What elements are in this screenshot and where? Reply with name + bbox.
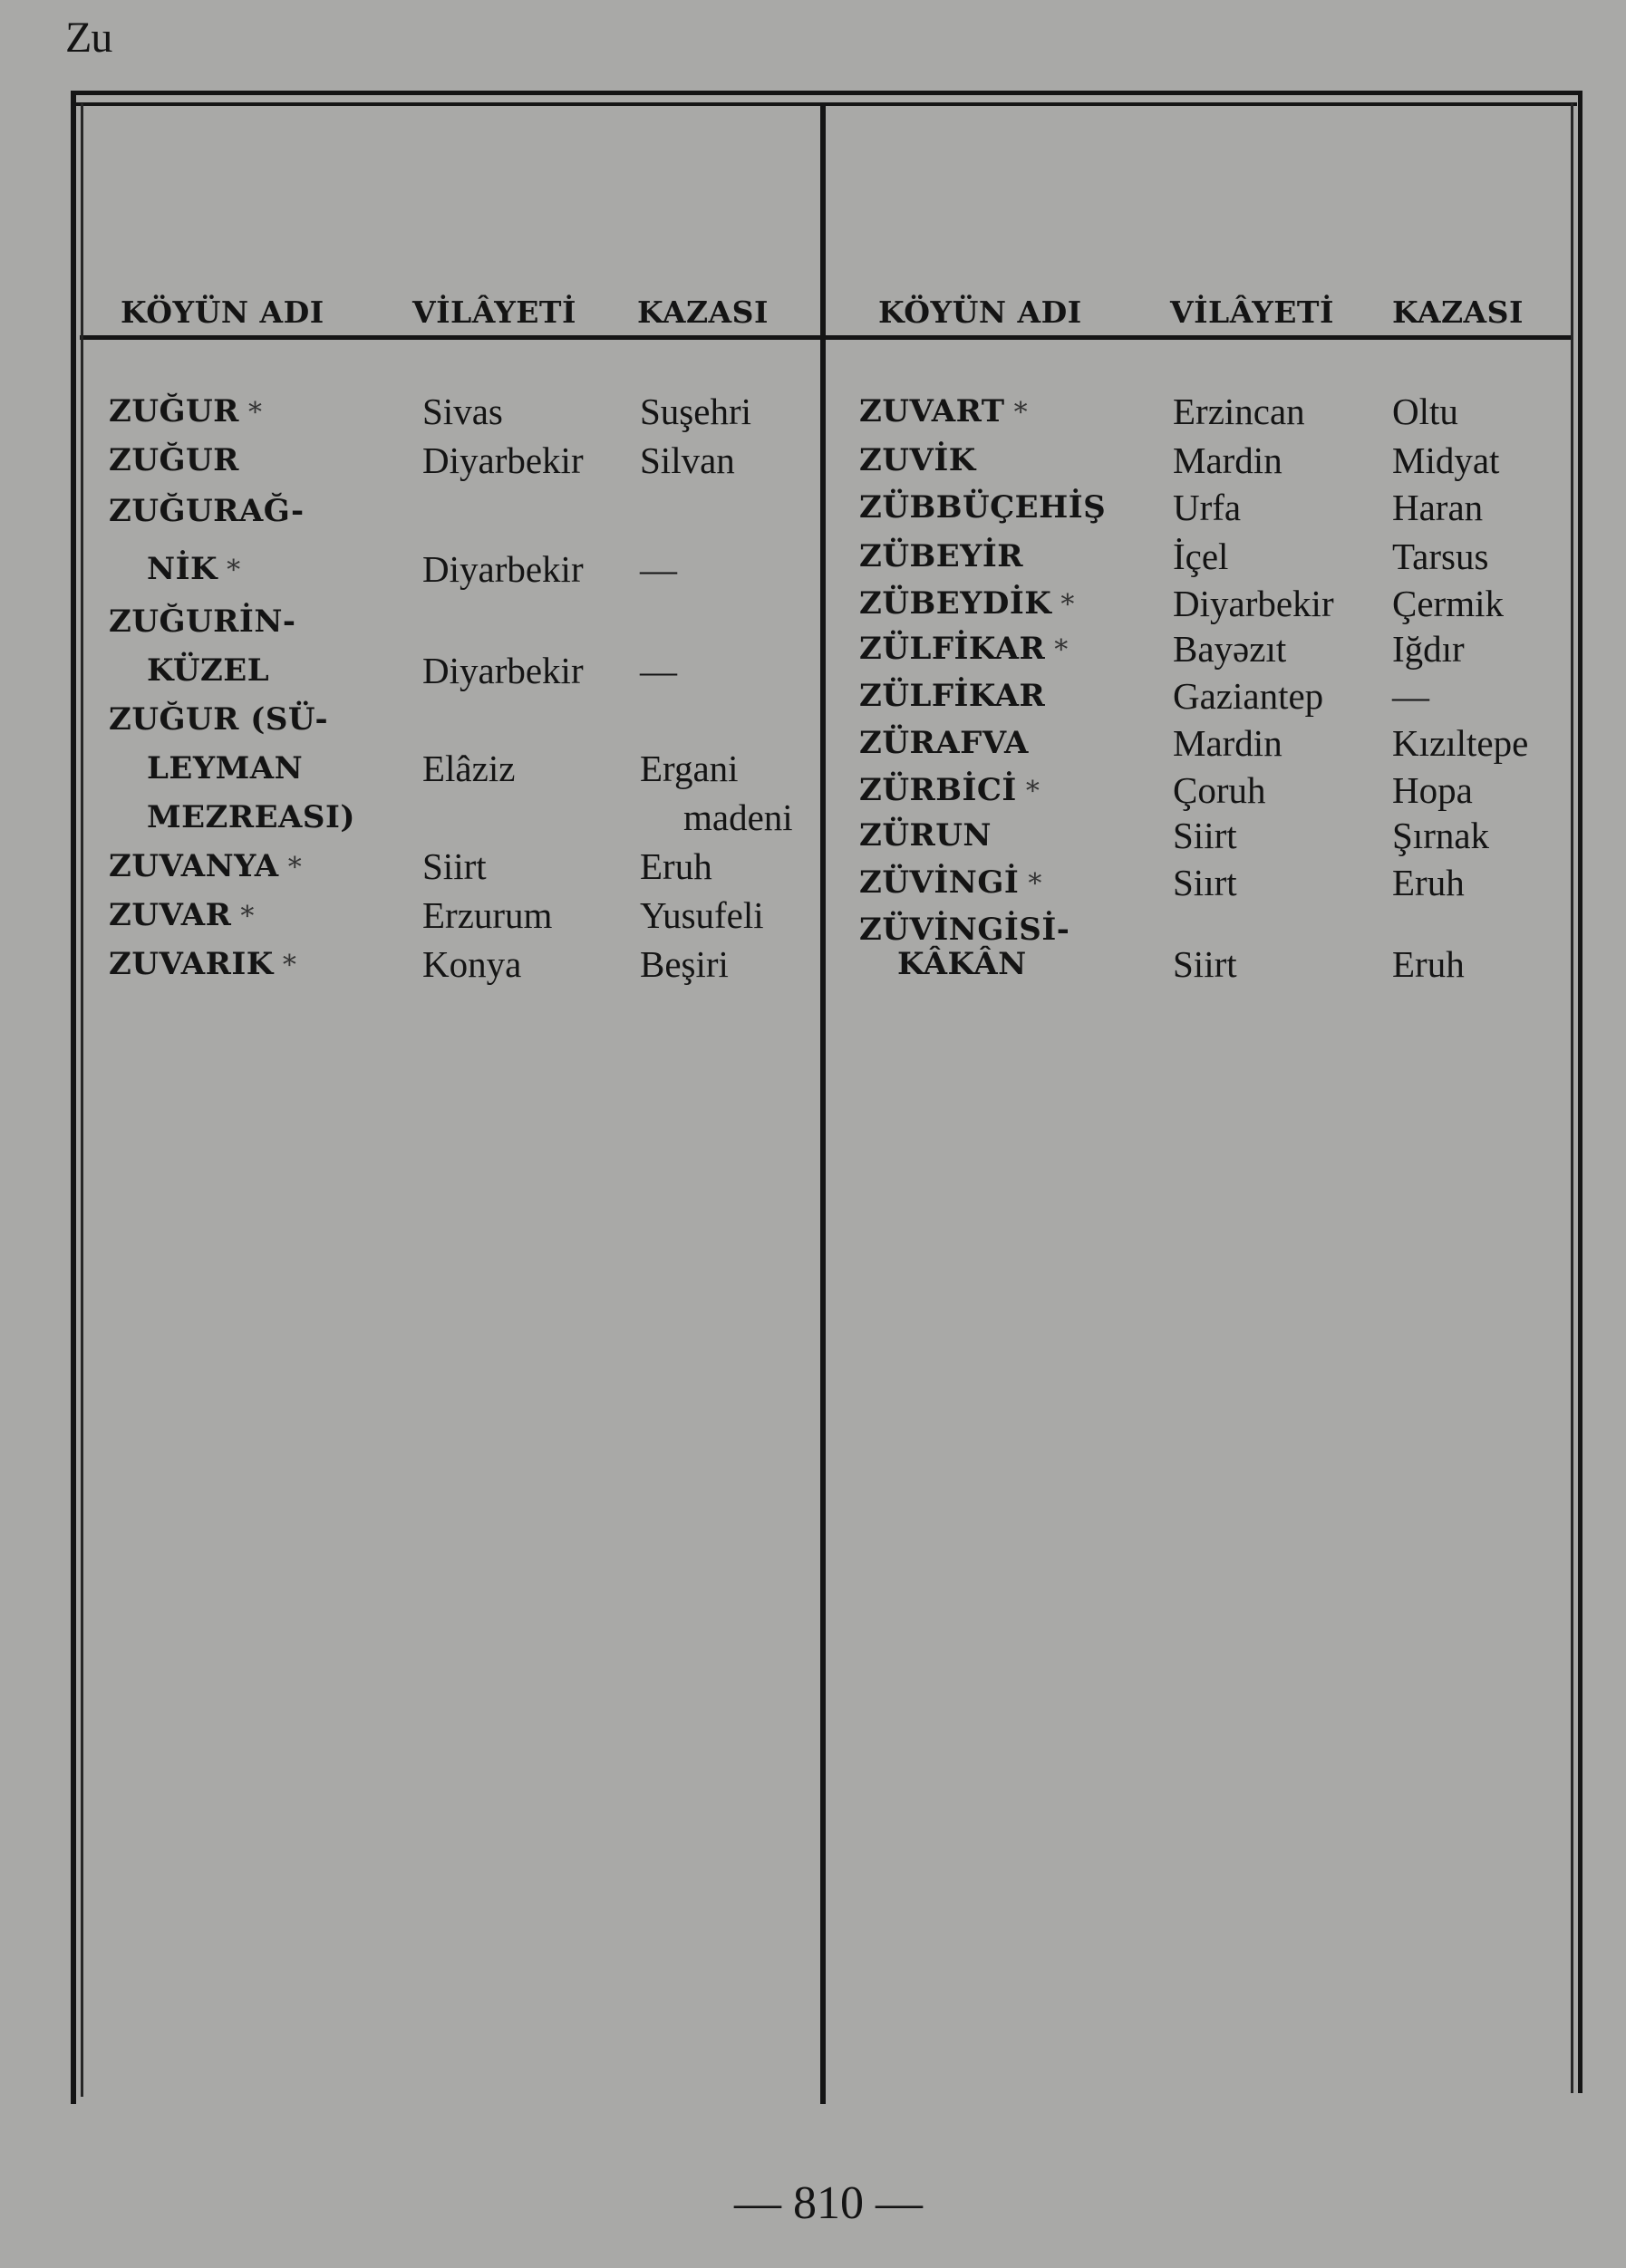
- column-divider: [820, 103, 826, 2104]
- village-name-text: ZUĞUR: [109, 442, 239, 478]
- header-district-right: KAZASI: [1392, 294, 1524, 330]
- right-province: İçel: [1173, 536, 1229, 577]
- right-province: Gaziantep: [1173, 675, 1324, 717]
- right-province: Siırt: [1173, 862, 1237, 903]
- village-name-text: ZÜBBÜÇEHİŞ: [859, 489, 1107, 526]
- village-name-text: ZÜBEYDİK: [859, 585, 1052, 622]
- right-district: Şırnak: [1392, 815, 1490, 856]
- header-rule: [80, 335, 1573, 340]
- header-province-right: VİLÂYETİ: [1170, 294, 1334, 330]
- asterisk-mark: *: [273, 950, 297, 981]
- village-name-text: ZUVAR: [109, 897, 232, 933]
- village-name-text: NİK: [147, 551, 218, 587]
- right-district: Oltu: [1392, 391, 1458, 432]
- asterisk-mark: *: [1004, 397, 1029, 429]
- village-name-text: ZÜBEYİR: [859, 538, 1024, 574]
- left-village-name: [109, 393, 262, 429]
- page-number: — 810 —: [734, 2177, 923, 2229]
- village-name-text: ZÜRAFVA: [859, 725, 1029, 761]
- village-name-text: ZÜVİNGİ: [859, 864, 1020, 901]
- right-village-name: [859, 631, 1069, 667]
- right-province: Siirt: [1173, 815, 1237, 856]
- left-village-name: [147, 750, 303, 787]
- right-district: Haran: [1392, 487, 1484, 528]
- right-province: Mardin: [1173, 439, 1282, 481]
- left-district: Silvan: [640, 439, 735, 481]
- right-village-name: [859, 912, 1069, 948]
- village-name-text: ZÜLFİKAR: [859, 631, 1046, 667]
- left-village-name: [147, 551, 241, 587]
- left-village-name: [147, 799, 355, 835]
- right-village-name: [859, 393, 1028, 429]
- left-province: Elâziz: [422, 748, 516, 789]
- asterisk-mark: *: [1051, 589, 1075, 621]
- asterisk-mark: *: [1016, 776, 1040, 807]
- right-district: Eruh: [1392, 943, 1465, 985]
- left-province: Erzurum: [422, 894, 553, 936]
- village-name-text: ZUĞUR (SÜ-: [109, 701, 329, 738]
- right-province: Diyarbekir: [1173, 583, 1334, 624]
- left-province: Konya: [422, 943, 522, 985]
- right-village-name: [859, 772, 1040, 808]
- left-village-name: [109, 603, 296, 640]
- village-name-text: KÜZEL: [147, 652, 270, 689]
- left-district: —: [640, 650, 677, 691]
- left-province: Siirt: [422, 845, 487, 887]
- left-district: Suşehri: [640, 391, 751, 432]
- left-province: Diyarbekir: [422, 650, 584, 691]
- village-name-text: ZUVARIK: [109, 946, 274, 982]
- right-district: Tarsus: [1392, 536, 1489, 577]
- right-province: Erzincan: [1173, 391, 1305, 432]
- header-province-left: VİLÂYETİ: [412, 294, 576, 330]
- village-name-text: ZUĞURİN-: [109, 603, 296, 640]
- village-name-text: ZÜVİNGİSİ-: [859, 912, 1070, 948]
- left-village-name: [109, 442, 239, 478]
- left-district: madeni: [683, 796, 793, 838]
- right-district: Hopa: [1392, 769, 1473, 811]
- left-village-name: [109, 848, 302, 884]
- right-village-name: [859, 678, 1045, 714]
- left-province: Diyarbekir: [422, 439, 584, 481]
- village-name-text: ZÜLFİKAR: [859, 678, 1046, 714]
- right-border: [1578, 91, 1582, 2093]
- right-district: Midyat: [1392, 439, 1500, 481]
- village-name-text: LEYMAN: [147, 750, 304, 787]
- left-village-name: [109, 701, 328, 738]
- right-village-name: [859, 817, 992, 854]
- right-district: Çermik: [1392, 583, 1504, 624]
- left-district: Yusufeli: [640, 894, 764, 936]
- header-village-name-right: KÖYÜN ADI: [878, 294, 1082, 330]
- village-name-text: ZÜRUN: [859, 817, 992, 854]
- left-district: —: [640, 548, 677, 590]
- left-village-name: [109, 897, 255, 933]
- village-name-text: KÂKÂN: [897, 946, 1027, 982]
- right-border-inner: [1571, 103, 1573, 2093]
- left-village-name: [109, 946, 296, 982]
- left-village-name: [147, 652, 269, 689]
- right-village-name: [897, 946, 1027, 982]
- right-village-name: [859, 725, 1029, 761]
- right-district: Kızıltepe: [1392, 722, 1529, 764]
- village-name-text: ZUVİK: [859, 442, 976, 478]
- right-province: Mardin: [1173, 722, 1282, 764]
- left-district: Eruh: [640, 845, 712, 887]
- left-village-name: [109, 493, 305, 529]
- left-province: Diyarbekir: [422, 548, 584, 590]
- asterisk-mark: *: [238, 397, 263, 429]
- left-border: [71, 91, 76, 2104]
- page-header: Zu: [65, 14, 112, 62]
- index-table: [71, 91, 1582, 2104]
- village-name-text: MEZREASI): [147, 799, 355, 835]
- right-district: —: [1392, 675, 1429, 717]
- right-province: Bayəzıt: [1173, 628, 1287, 670]
- asterisk-mark: *: [231, 901, 255, 932]
- top-rule-inner: [76, 102, 1577, 106]
- right-province: Çoruh: [1173, 769, 1266, 811]
- header-village-name-left: KÖYÜN ADI: [121, 294, 324, 330]
- village-name-text: ZUVART: [859, 393, 1005, 429]
- left-border-inner: [81, 103, 83, 2097]
- asterisk-mark: *: [218, 555, 241, 586]
- village-name-text: ZUĞUR: [109, 393, 239, 429]
- right-district: Iğdır: [1392, 628, 1465, 670]
- village-name-text: ZÜRBİCİ: [859, 772, 1017, 808]
- right-village-name: [859, 489, 1106, 526]
- right-village-name: [859, 864, 1042, 901]
- village-name-text: ZUĞURAĞ-: [109, 493, 305, 529]
- right-province: Siirt: [1173, 943, 1237, 985]
- left-district: Ergani: [640, 748, 739, 789]
- right-village-name: [859, 538, 1023, 574]
- asterisk-mark: *: [1045, 634, 1069, 666]
- right-village-name: [859, 585, 1075, 622]
- top-rule: [71, 91, 1582, 95]
- right-province: Urfa: [1173, 487, 1242, 528]
- header-district-left: KAZASI: [637, 294, 769, 330]
- asterisk-mark: *: [1019, 868, 1042, 900]
- left-district: Beşiri: [640, 943, 729, 985]
- left-province: Sivas: [422, 391, 503, 432]
- village-name-text: ZUVANYA: [109, 848, 279, 884]
- asterisk-mark: *: [278, 852, 303, 883]
- right-district: Eruh: [1392, 862, 1465, 903]
- right-village-name: [859, 442, 976, 478]
